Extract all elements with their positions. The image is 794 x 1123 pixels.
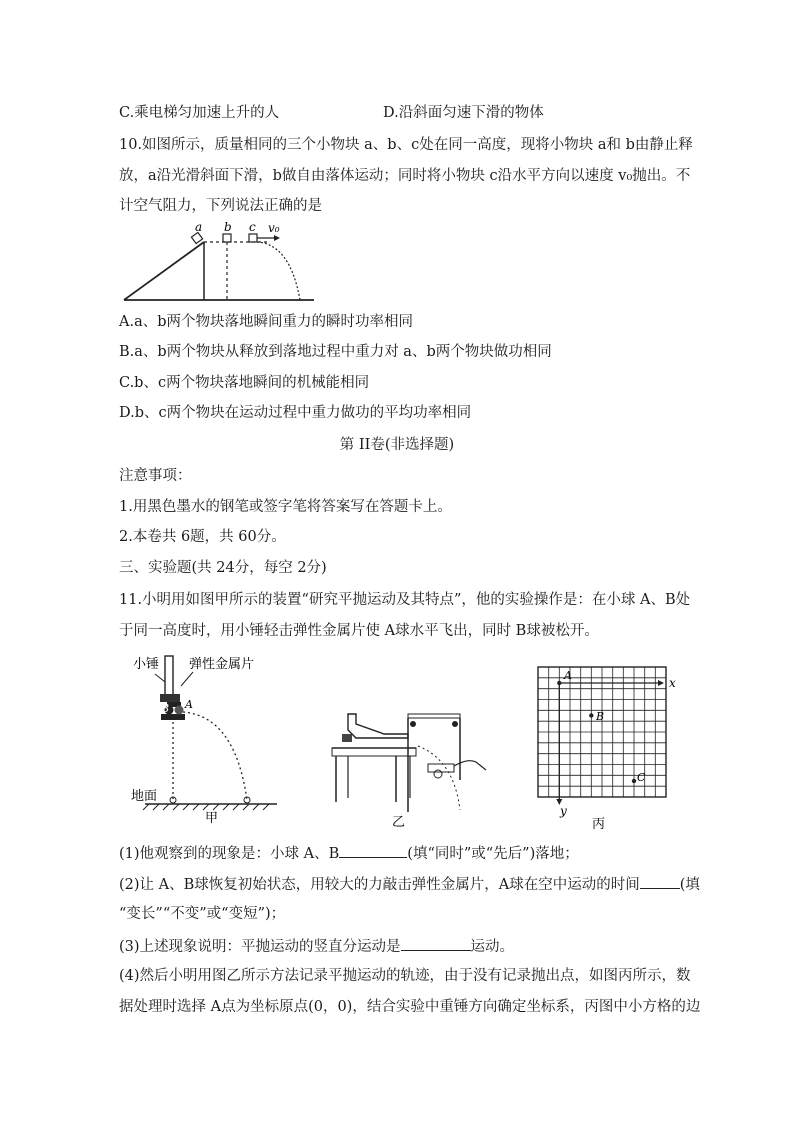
q11-sub1 <box>119 843 579 864</box>
label-x: x <box>669 676 676 690</box>
label-point-c: C <box>637 771 646 784</box>
catcher-ball <box>434 770 442 778</box>
q11-sub3-hint: 运动。 <box>470 939 515 955</box>
q10-figure <box>118 220 318 304</box>
plate-pointer <box>181 672 193 686</box>
label-ground: 地面 <box>131 789 158 804</box>
table-edge <box>332 748 416 756</box>
point-a <box>557 681 561 685</box>
x-arrow <box>658 680 664 686</box>
grid-lines <box>538 667 666 797</box>
q10-option-d: D.b、c两个物块在运动过程中重力做功的平均功率相同 <box>119 405 472 421</box>
notice-title: 注意事项： <box>119 468 192 484</box>
q11-sub1-text: (1)他观察到的现象是：小球 A、B <box>119 846 340 862</box>
q9-option-c: C.乘电梯匀加速上升的人 <box>119 105 280 121</box>
ball-a <box>175 706 184 715</box>
q10-option-b: B.a、b两个物块从释放到落地过程中重力对 a、b两个物块做功相同 <box>119 344 552 360</box>
label-point-a: A <box>564 669 572 682</box>
q11-sub3-text: (3)上述现象说明：平抛运动的竖直分运动是 <box>119 939 401 955</box>
ground-hatch <box>143 804 269 810</box>
section2-title: 第 II卷(非选择题) <box>339 437 455 453</box>
q10-stem-line3: 计空气阻力，下列说法正确的是 <box>119 198 322 214</box>
hammer-pointer <box>155 674 165 682</box>
q11-sub1-hint: (填“同时”或“先后”)落地； <box>407 846 579 862</box>
q10-stem-line1: 10.如图所示，质量相同的三个小物块 a、b、c处在同一高度，现将小物块 a和 b由静止释 <box>119 137 693 153</box>
q11-sub3 <box>119 936 514 957</box>
q10-stem-line2: 放，a沿光滑斜面下滑，b做自由落体运动；同时将小物块 c沿水平方向以速度 v₀抛出。不 <box>119 168 691 184</box>
c-trajectory <box>257 242 300 300</box>
incline-slope <box>124 242 204 300</box>
q9-option-d: D.沿斜面匀速下滑的物体 <box>383 105 544 121</box>
block-a <box>191 232 202 243</box>
ramp <box>348 714 408 738</box>
label-plate: 弹性金属片 <box>189 657 255 672</box>
q10-option-a: A.a、b两个物块落地瞬间重力的瞬时功率相同 <box>119 314 414 330</box>
q11-stem-line1: 11.小明用如图甲所示的装置“研究平抛运动及其特点”，他的实验操作是：在小球 A、B处 <box>119 592 691 608</box>
point-b <box>589 713 593 717</box>
board-top <box>408 714 460 718</box>
caption-jia: 甲 <box>205 811 219 826</box>
label-a: a <box>195 220 203 234</box>
q11-sub2-blank[interactable] <box>640 874 680 889</box>
block-b <box>223 234 231 242</box>
q11-sub2 <box>119 874 700 895</box>
q11-stem-line2: 于同一高度时，用小锤轻击弹性金属片使 A球水平飞出，同时 B球被松开。 <box>119 623 599 639</box>
label-hammer: 小锤 <box>133 657 160 672</box>
label-c: c <box>249 220 256 234</box>
label-ball-b: B <box>161 702 170 715</box>
q11-sub2-line2: “变长”“不变”或“变短”)； <box>119 906 286 922</box>
caption-yi: 乙 <box>392 815 406 830</box>
hammer-head <box>160 694 180 702</box>
label-y: y <box>560 804 567 818</box>
ramp-support <box>342 734 352 742</box>
notice-item-1: 1.用黑色墨水的钢笔或签字笔将答案写在答题卡上。 <box>119 499 452 515</box>
notice-item-2: 2.本卷共 6题，共 60分。 <box>119 529 286 545</box>
point-c <box>632 779 636 783</box>
block-c <box>249 234 257 242</box>
board-pin-2 <box>452 721 458 727</box>
q11-sub4-line2: 据处理时选择 A点为坐标原点(0，0)，结合实验中重锤方向确定坐标系，丙图中小方格的边 <box>119 999 701 1015</box>
fig-yi <box>326 700 496 830</box>
q10-option-c: C.b、c两个物块落地瞬间的机械能相同 <box>119 375 370 391</box>
q11-sub3-blank[interactable] <box>401 936 471 951</box>
fig-jia <box>127 650 297 830</box>
label-ball-a: A <box>185 698 193 711</box>
v0-arrowhead <box>274 235 280 241</box>
caption-bing: 丙 <box>592 817 606 832</box>
part3-title: 三、实验题(共 24分，每空 2分) <box>119 560 327 576</box>
q11-sub2-hint: (填 <box>679 877 700 893</box>
label-v0: v₀ <box>268 221 280 235</box>
label-point-b: B <box>596 710 605 723</box>
hand <box>454 761 486 770</box>
q11-sub4-line1: (4)然后小明用图乙所示方法记录平抛运动的轨迹，由于没有记录抛出点，如图丙所示，数 <box>119 968 691 984</box>
q11-sub1-blank[interactable] <box>339 843 407 858</box>
fig-bing <box>530 663 680 833</box>
hammer-handle <box>165 656 173 696</box>
a-trajectory <box>183 712 247 800</box>
label-b: b <box>224 220 232 234</box>
board-pin-1 <box>410 721 416 727</box>
q11-sub2-text: (2)让 A、B球恢复初始状态，用较大的力敲击弹性金属片，A球在空中运动的时间 <box>119 877 640 893</box>
